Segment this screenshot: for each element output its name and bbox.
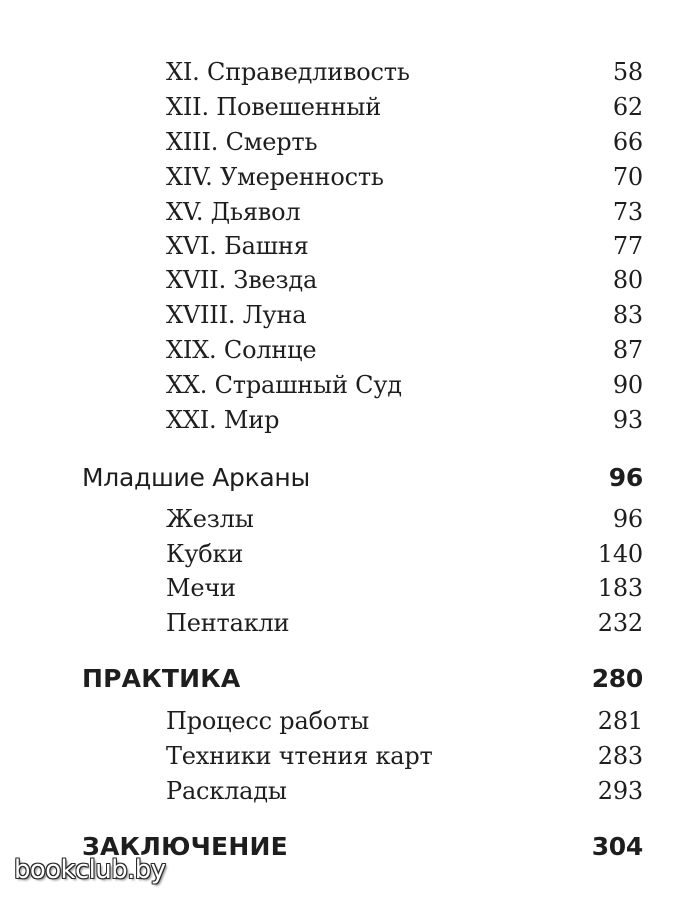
toc-entry-title: XIX. Солнце [166, 336, 317, 364]
toc-entry-page: 93 [612, 406, 643, 434]
toc-entry-star [166, 263, 643, 297]
toc-entry-hanged-man [166, 90, 643, 124]
toc-entry-pentacles [166, 606, 643, 640]
toc-section-page: 280 [591, 664, 643, 693]
toc-entry-page: 293 [597, 777, 643, 805]
toc-entry-page: 140 [597, 540, 643, 568]
toc-entry-page: 283 [597, 742, 643, 770]
toc-entry-title: XVI. Башня [166, 232, 309, 260]
toc-entry-title: Процесс работы [166, 707, 370, 735]
toc-entry-tower [166, 229, 643, 263]
toc-entry-page: 77 [612, 232, 643, 260]
toc-section-practice [82, 661, 643, 697]
toc-entry-moon [166, 298, 643, 332]
toc-entry-title: XVIII. Луна [166, 301, 307, 329]
toc-entry-judgement [166, 368, 643, 402]
toc-entry-swords [166, 571, 643, 605]
toc-entry-page: 281 [597, 707, 643, 735]
toc-section-page: 304 [591, 832, 643, 861]
toc-entry-page: 62 [612, 93, 643, 121]
toc-entry-sun [166, 333, 643, 367]
toc-entry-wands [166, 502, 643, 536]
toc-section-title: ПРАКТИКА [82, 664, 241, 693]
toc-entry-page: 58 [612, 58, 643, 86]
toc-entry-title: Жезлы [166, 505, 254, 533]
toc-entry-page: 73 [612, 198, 643, 226]
toc-entry-title: XI. Справедливость [166, 58, 410, 86]
toc-entry-page: 87 [612, 336, 643, 364]
toc-section-title: ЗАКЛЮЧЕНИЕ [82, 832, 288, 861]
toc-entry-death [166, 125, 643, 159]
toc-entry-title: XII. Повешенный [166, 93, 382, 121]
toc-entry-title: XX. Страшный Суд [166, 371, 402, 399]
toc-section-title: Младшие Арканы [82, 463, 310, 492]
toc-section-conclusion [82, 829, 643, 865]
watermark-logo: bookclub.by [14, 855, 166, 885]
toc-entry-page: 96 [612, 505, 643, 533]
toc-entry-world [166, 403, 643, 437]
toc-entry-title: XV. Дьявол [166, 198, 301, 226]
toc-entry-title: XIII. Смерть [166, 128, 318, 156]
toc-entry-title: XIV. Умеренность [166, 163, 384, 191]
toc-entry-cups [166, 537, 643, 571]
toc-entry-page: 90 [612, 371, 643, 399]
toc-entry-spreads [166, 774, 643, 808]
toc-entry-title: XVII. Звезда [166, 266, 318, 294]
toc-entry-page: 232 [597, 609, 643, 637]
toc-entry-title: Мечи [166, 574, 236, 602]
toc-entry-reading-techniques [166, 739, 643, 773]
toc-entry-page: 70 [612, 163, 643, 191]
toc-entry-justice [166, 55, 643, 89]
toc-entry-page: 83 [612, 301, 643, 329]
toc-entry-title: Расклады [166, 777, 287, 805]
toc-entry-title: XXI. Мир [166, 406, 280, 434]
toc-section-page: 96 [608, 463, 643, 492]
toc-section-minor-arcana [82, 460, 643, 496]
toc-entry-page: 66 [612, 128, 643, 156]
toc-entry-work-process [166, 704, 643, 738]
toc-entry-title: Техники чтения карт [166, 742, 433, 770]
toc-entry-temperance [166, 160, 643, 194]
toc-entry-title: Кубки [166, 540, 244, 568]
toc-entry-page: 80 [612, 266, 643, 294]
toc-entry-title: Пентакли [166, 609, 290, 637]
toc-entry-devil [166, 195, 643, 229]
toc-entry-page: 183 [597, 574, 643, 602]
